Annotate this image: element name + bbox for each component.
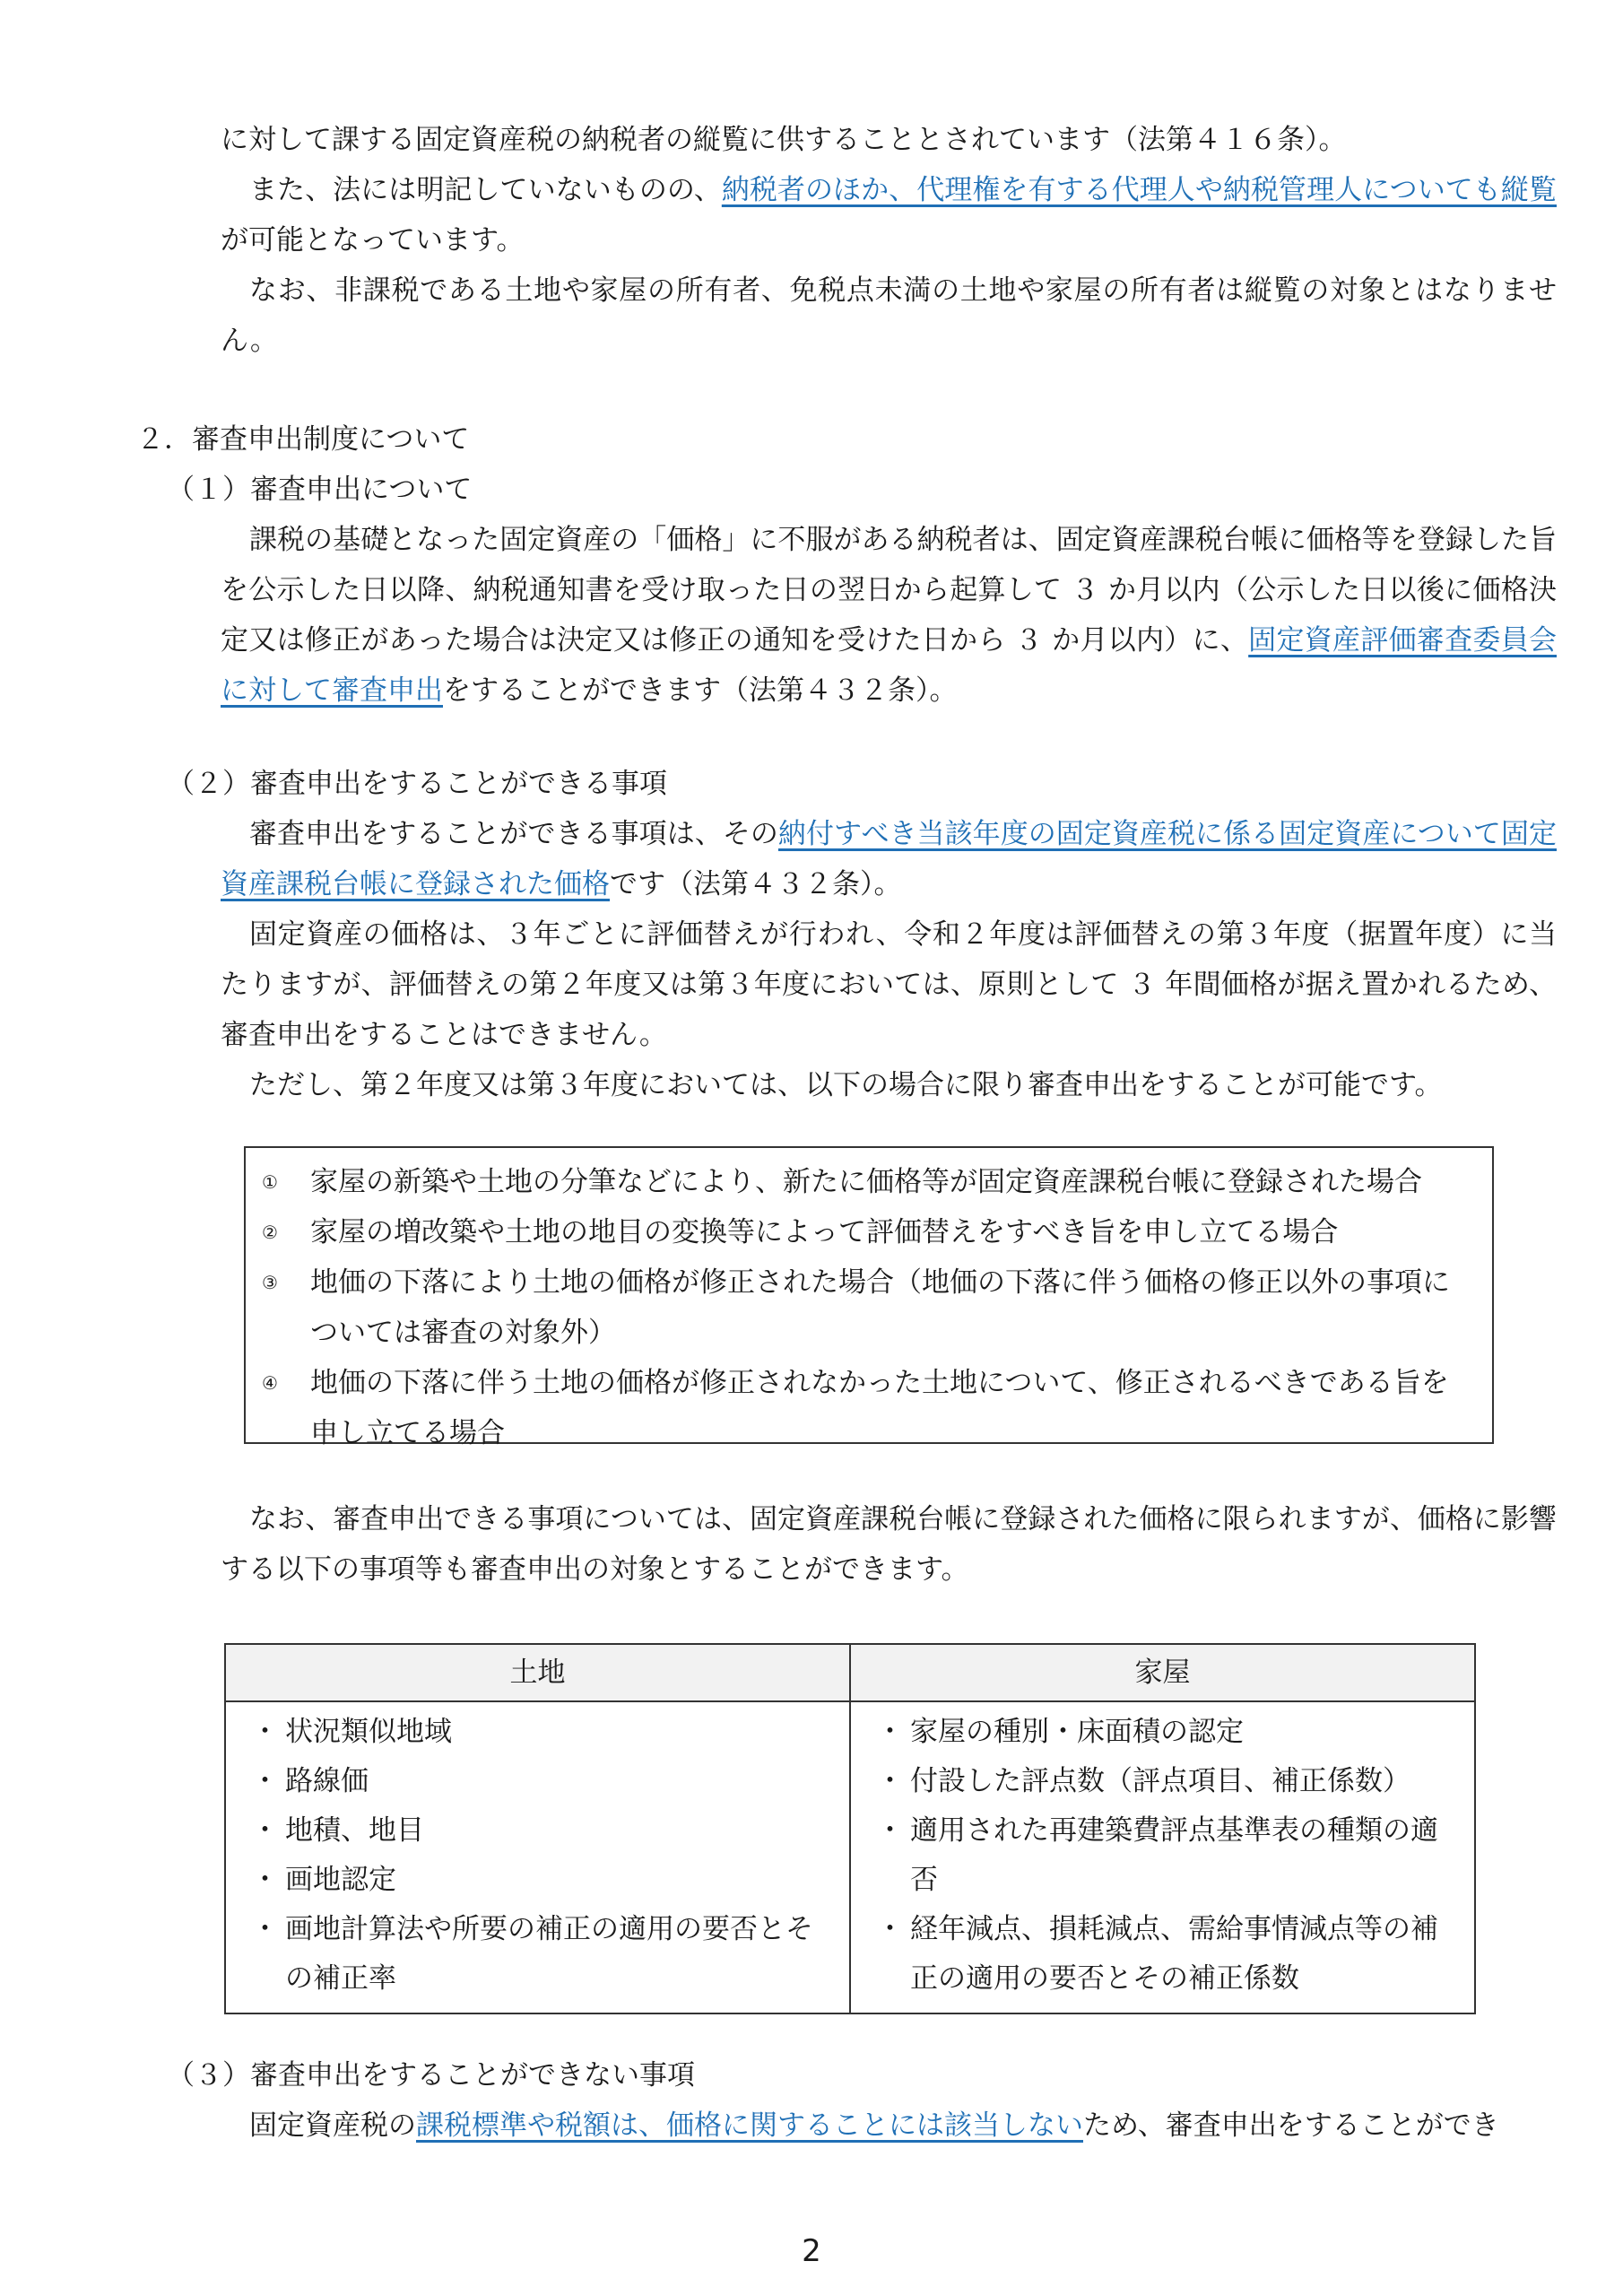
subsection-2-paragraph-4: なお、審査申出できる事項については、固定資産課税台帳に登録された価格に限られますが、価格に影響する以下の事項等も審査申出の対象とすることができます。 <box>221 1503 1557 1586</box>
case-item <box>256 1257 1474 1358</box>
list-item: ・ 経年減点、損耗減点、需給事情減点等の補正の適用の要否とその補正係数 <box>876 1913 1438 1995</box>
case-text: 家屋の増改築や土地の地目の変換等によって評価替えをすべき旨を申し立てる場合 <box>310 1216 1339 1248</box>
case-item <box>256 1157 1474 1207</box>
subsection-3-body: 固定資産税の課税標準や税額は、価格に関することには該当しないため、審査申出をすることができ <box>249 2109 1499 2142</box>
intro-paragraph-1: に対して課する固定資産税の納税者の縦覧に供することとされています（法第４１６条）。 <box>221 124 1347 156</box>
table-header-land: 土地 <box>225 1644 850 1701</box>
case-text: 家屋の新築や土地の分筆などにより、新たに価格等が固定資産課税台帳に登録された場合 <box>310 1166 1422 1198</box>
page-number: 2 <box>802 2233 821 2269</box>
intro-link-inspection[interactable]: 納税者のほか、代理権を有する代理人や納税管理人についても縦覧 <box>721 174 1557 206</box>
case-text: 地価の下落に伴う土地の価格が修正されなかった土地について、修正されるべきである旨を申し立てる場合 <box>310 1367 1449 1449</box>
list-item: ・ 画地計算法や所要の補正の適用の要否とその補正率 <box>251 1913 813 1995</box>
subsection-2-title: （２）審査申出をすることができる事項 <box>167 768 667 800</box>
subsection-2-paragraph-3: ただし、第２年度又は第３年度においては、以下の場合に限り審査申出をすることが可能です。 <box>249 1069 1443 1101</box>
subsection-3-title: （３）審査申出をすることができない事項 <box>167 2059 695 2092</box>
link-tax-standard[interactable]: 課税標準や税額は、価格に関することには該当しない <box>416 2109 1083 2142</box>
cases-box <box>244 1146 1494 1449</box>
link-review-committee[interactable]: 固定資産評価審査委員会に対して審査申出 <box>221 624 1557 707</box>
list-item: ・ 路線価 <box>251 1765 369 1797</box>
case-number: ④ <box>262 1372 278 1394</box>
intro-paragraph-3: なお、非課税である土地や家屋の所有者、免税点未満の土地や家屋の所有者は縦覧の対象とはなりません。 <box>221 274 1557 357</box>
list-item: ・ 付設した評点数（評点項目、補正係数） <box>876 1765 1410 1797</box>
land-house-table <box>224 1643 1476 2014</box>
list-item: ・ 地積、地目 <box>251 1814 424 1847</box>
subsection-1-body: 課税の基礎となった固定資産の「価格」に不服がある納税者は、固定資産課税台帳に価格等を登録した旨を公示した日以降、納税通知書を受け取った日の翌日から起算して ３ か月以内（公示した日以後に価格決定又は修正があった場合は決定又は修正の通知を受けた日から ３ か月以内）に、固定資産評価審査委員会に対して審査申出をすることができます（法第４３２条）。 <box>221 524 1558 707</box>
list-item: ・ 画地認定 <box>251 1864 396 1896</box>
intro-paragraph-2: また、法には明記していないものの、納税者のほか、代理権を有する代理人や納税管理人についても縦覧が可能となっています。 <box>221 174 1557 257</box>
section-2-title: ２．審査申出制度について <box>136 423 470 456</box>
house-cell <box>850 1701 1475 2013</box>
case-number: ② <box>262 1222 278 1243</box>
case-text: 地価の下落により土地の価格が修正された場合（地価の下落に伴う価格の修正以外の事項については審査の対象外） <box>310 1266 1450 1349</box>
list-item: ・ 家屋の種別・床面積の認定 <box>876 1716 1244 1748</box>
subsection-1-title: （１）審査申出について <box>167 474 473 506</box>
subsection-2-paragraph-1: 審査申出をすることができる事項は、その納付すべき当該年度の固定資産税に係る固定資産について固定資産課税台帳に登録された価格です（法第４３２条）。 <box>221 818 1557 900</box>
link-registered-price[interactable]: 納付すべき当該年度の固定資産税に係る固定資産について固定資産課税台帳に登録された価格 <box>221 818 1557 900</box>
list-item: ・ 適用された再建築費評点基準表の種類の適否 <box>876 1814 1438 1896</box>
land-cell <box>225 1701 850 2013</box>
case-number: ③ <box>262 1272 278 1293</box>
list-item: ・ 状況類似地域 <box>251 1716 452 1748</box>
case-item <box>256 1358 1474 1458</box>
table-header-house: 家屋 <box>850 1644 1475 1701</box>
subsection-2-paragraph-2: 固定資産の価格は、３年ごとに評価替えが行われ、令和２年度は評価替えの第３年度（据置年度）に当たりますが、評価替えの第２年度又は第３年度においては、原則として ３ 年間価格が据え置かれるため、審査申出をすることはできません。 <box>221 918 1557 1051</box>
case-item <box>256 1207 1474 1257</box>
case-number: ① <box>262 1171 278 1193</box>
